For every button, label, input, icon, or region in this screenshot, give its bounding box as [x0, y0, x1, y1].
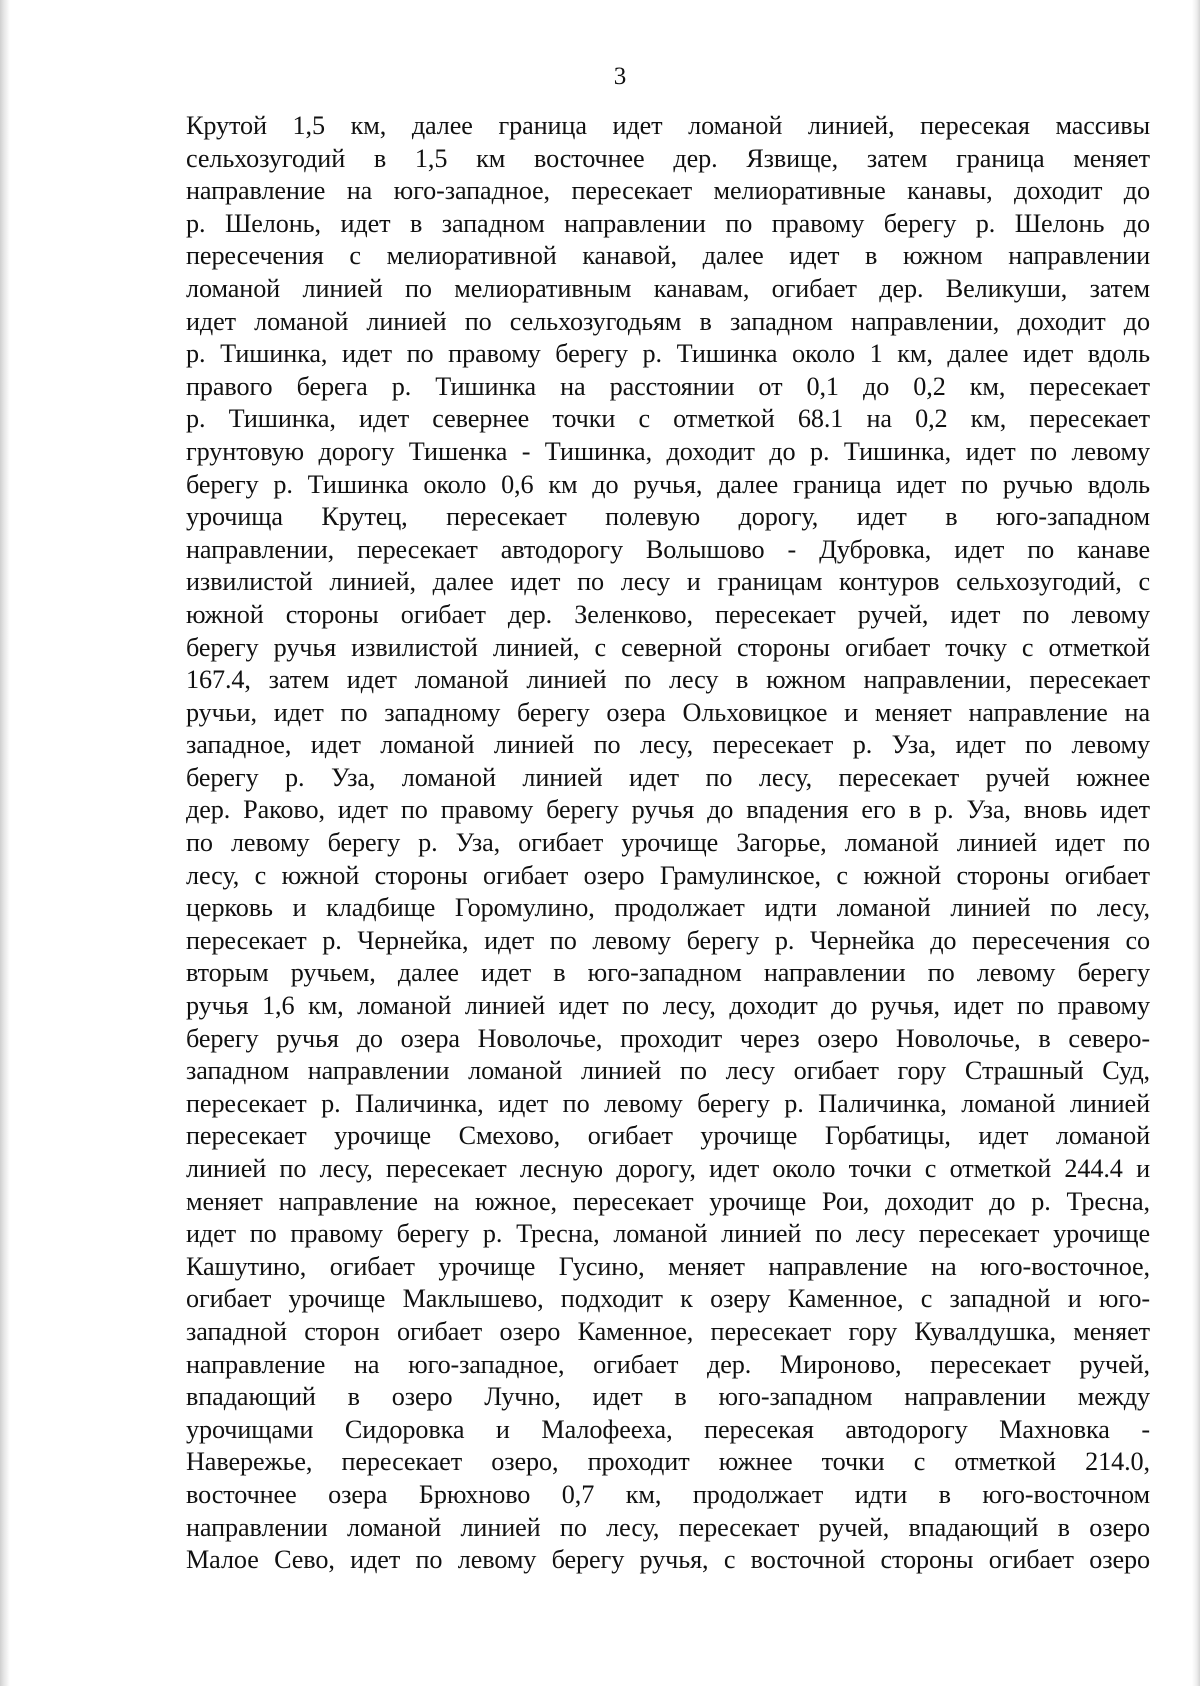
page-number: 3	[613, 63, 627, 90]
text-line: ручья 1,6 км, ломаной линией идет по лесу, доходит до ручья, идет по правому	[186, 991, 1150, 1021]
text-line: восточнее озера Брюхново 0,7 км, продолжает идти в юго-восточном	[186, 1479, 1150, 1509]
text-line: южной стороны огибает дер. Зеленково, пересекает ручей, идет по левому	[186, 599, 1150, 629]
text-line: направлении, пересекает автодорогу Волышово - Дубровка, идет по канаве	[186, 534, 1150, 564]
text-line: линией по лесу, пересекает лесную дорогу, идет около точки с отметкой 244.4 и	[186, 1154, 1150, 1183]
text-line: сельхозугодий в 1,5 км восточнее дер. Язвище, затем граница меняет	[186, 143, 1150, 173]
text-line: пересекает урочище Смехово, огибает урочище Горбатицы, идет ломаной	[186, 1121, 1150, 1151]
text-line: извилистой линией, далее идет по лесу и границам контуров сельхозугодий, с	[186, 567, 1150, 597]
text-line: дер. Раково, идет по правому берегу ручья до впадения его в р. Уза, вновь идет	[186, 795, 1150, 825]
text-line: западное, идет ломаной линией по лесу, пересекает р. Уза, идет по левому	[186, 730, 1150, 760]
text-line: правого берега р. Тишинка на расстоянии от 0,1 до 0,2 км, пересекает	[186, 371, 1150, 401]
scan-edge-right	[1192, 0, 1200, 1686]
text-line: направлении ломаной линией по лесу, пересекает ручей, впадающий в озеро	[186, 1512, 1150, 1542]
text-line: Крутой 1,5 км, далее граница идет ломаной линией, пересекая массивы	[186, 111, 1150, 140]
text-line: берегу ручья до озера Новолочье, проходит через озеро Новолочье, в северо-	[186, 1023, 1150, 1053]
text-line: Кашутино, огибает урочище Гусино, меняет направление на юго-восточное,	[186, 1251, 1150, 1281]
scan-edge-left	[0, 0, 10, 1686]
text-line: ручьи, идет по западному берегу озера Ольховицкое и меняет направление на	[186, 697, 1150, 727]
text-line: урочищами Сидоровка и Малофееха, пересекая автодорогу Махновка -	[186, 1414, 1150, 1444]
text-line: впадающий в озеро Лучно, идет в юго-западном направлении между	[186, 1382, 1150, 1412]
text-line: пересечения с мелиоративной канавой, далее идет в южном направлении	[186, 241, 1150, 271]
document-body	[186, 110, 1150, 1577]
text-line: р. Тишинка, идет севернее точки с отметкой 68.1 на 0,2 км, пересекает	[186, 404, 1150, 434]
text-line: направление на юго-западное, огибает дер. Мироново, пересекает ручей,	[186, 1349, 1150, 1379]
text-line: ломаной линией по мелиоративным канавам, огибает дер. Великуши, затем	[186, 273, 1150, 303]
text-line: берегу ручья извилистой линией, с северной стороны огибает точку с отметкой	[186, 632, 1150, 662]
text-line: грунтовую дорогу Тишенка - Тишинка, доходит до р. Тишинка, идет по левому	[186, 436, 1150, 466]
text-line: огибает урочище Маклышево, подходит к озеру Каменное, с западной и юго-	[186, 1284, 1150, 1314]
text-line: направление на юго-западное, пересекает мелиоративные канавы, доходит до	[186, 176, 1150, 206]
text-line: церковь и кладбище Горомулино, продолжает идти ломаной линией по лесу,	[186, 893, 1150, 923]
text-line: по левому берегу р. Уза, огибает урочище Загорье, ломаной линией идет по	[186, 828, 1150, 858]
text-line: западной сторон огибает озеро Каменное, пересекает гору Кувалдушка, меняет	[186, 1316, 1150, 1346]
text-line: берегу р. Уза, ломаной линией идет по лесу, пересекает ручей южнее	[186, 762, 1150, 792]
text-line: вторым ручьем, далее идет в юго-западном направлении по левому берегу	[186, 958, 1150, 988]
text-line: идет ломаной линией по сельхозугодьям в западном направлении, доходит до	[186, 306, 1150, 336]
text-line: урочища Крутец, пересекает полевую дорогу, идет в юго-западном	[186, 502, 1150, 532]
text-line: берегу р. Тишинка около 0,6 км до ручья, далее граница идет по ручью вдоль	[186, 469, 1150, 499]
text-line: р. Тишинка, идет по правому берегу р. Тишинка около 1 км, далее идет вдоль	[186, 339, 1150, 369]
text-line: Малое Сево, идет по левому берегу ручья, с восточной стороны огибает озеро	[186, 1545, 1150, 1575]
text-line: лесу, с южной стороны огибает озеро Грамулинское, с южной стороны огибает	[186, 860, 1150, 890]
text-line: пересекает р. Паличинка, идет по левому берегу р. Паличинка, ломаной линией	[186, 1088, 1150, 1118]
text-line: 167.4, затем идет ломаной линией по лесу в южном направлении, пересекает	[186, 665, 1150, 695]
text-line: западном направлении ломаной линией по лесу огибает гору Страшный Суд,	[186, 1056, 1150, 1086]
text-line: р. Шелонь, идет в западном направлении по правому берегу р. Шелонь до	[186, 208, 1150, 238]
text-line: идет по правому берегу р. Тресна, ломаной линией по лесу пересекает урочище	[186, 1219, 1150, 1249]
text-line: Навережье, пересекает озеро, проходит южнее точки с отметкой 214.0,	[186, 1447, 1150, 1477]
text-line: пересекает р. Чернейка, идет по левому берегу р. Чернейка до пересечения со	[186, 925, 1150, 955]
text-line: меняет направление на южное, пересекает урочище Рои, доходит до р. Тресна,	[186, 1186, 1150, 1216]
